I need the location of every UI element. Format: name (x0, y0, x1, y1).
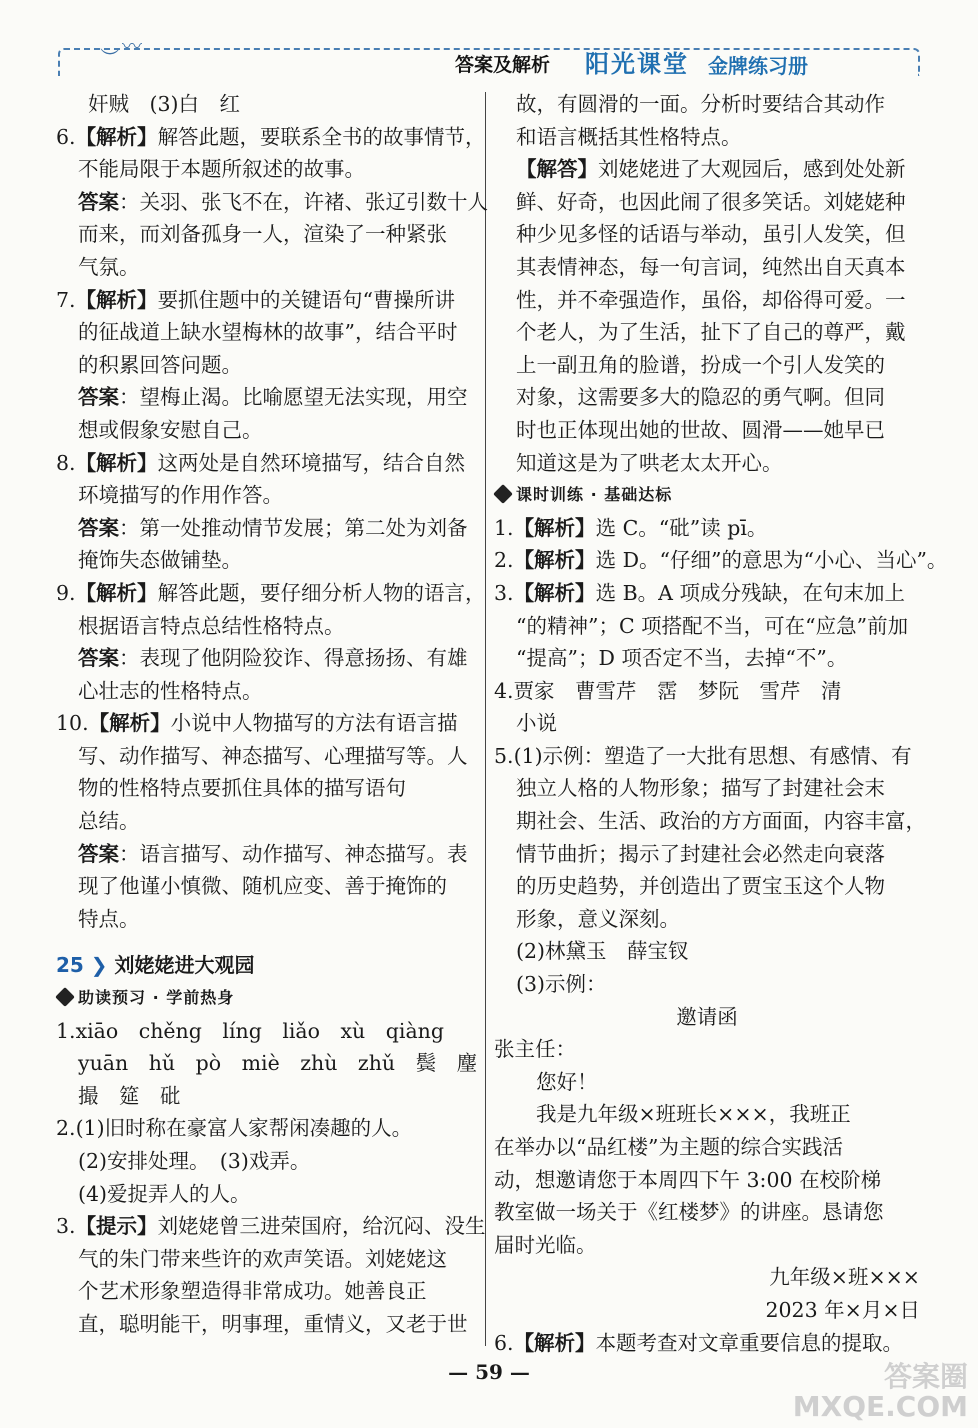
answer-line: 根据语言特点总结性格特点。 (78, 613, 345, 638)
answer-line: 10.【解析】小说中人物描写的方法有语言描 (56, 711, 458, 736)
answer-line: 形象，意义深刻。 (516, 906, 680, 931)
section-subheading: 课时训练 · 基础达标 (494, 479, 920, 512)
answer-line: (2)安排处理。 (3)戏弄。 (78, 1149, 311, 1173)
answer-line: 直，聪明能干，明事理，重情义，又老于世 (78, 1311, 468, 1336)
letter-signature: 九年级×班××× (769, 1265, 920, 1290)
bird-icon: ︶ (100, 46, 120, 70)
answer-line: 期社会、生活、政治的方方面面，内容丰富， (516, 809, 926, 834)
section-subheading: 助读预习 · 学前热身 (56, 982, 476, 1015)
answer-line: 答案：望梅止渴。比喻愿望无法实现，用空 (78, 385, 468, 410)
letter-body-line: 我是九年级×班班长×××，我班正 (536, 1102, 851, 1127)
answer-line: 特点。 (78, 906, 140, 931)
answer-line: 知道这是为了哄老太太开心。 (516, 450, 783, 475)
answer-line: 答案：表现了他阴险狡诈、得意扬扬、有雄 (78, 646, 468, 671)
answer-line: 6.【解析】解答此题，要联系全书的故事情节， (56, 124, 486, 149)
letter-date: 2023 年×月×日 (765, 1297, 920, 1322)
answer-line: 气的朱门带来些许的欢声笑语。刘姥姥这 (78, 1246, 447, 1271)
answer-line: (3)示例： (516, 972, 607, 997)
answer-line: 现了他谨小慎微、随机应变、善于掩饰的 (78, 874, 447, 899)
answer-line: 的征战道上缺水望梅林的故事”，结合平时 (78, 320, 458, 345)
answer-line: 故，有圆滑的一面。分析时要结合其动作 (516, 92, 885, 116)
answer-line: 6.【解析】本题考查对文章重要信息的提取。 (494, 1330, 904, 1355)
letter-body-line: 在举办以“品红楼”为主题的综合实践活 (494, 1135, 843, 1159)
lesson-heading: 25 ❯ 刘姥姥进大观园 (56, 953, 255, 978)
answer-line: “提高”；D 项否定不当，去掉“不”。 (516, 646, 848, 671)
answer-line: 气氛。 (78, 254, 140, 279)
answer-line: 小说 (516, 711, 557, 736)
page-number: — 59 — (448, 1360, 530, 1384)
answer-line: 心壮志的性格特点。 (78, 678, 263, 703)
answer-line: 1.【解析】选 C。“砒”读 pī。 (494, 515, 768, 540)
letter-hello: 您好！ (536, 1069, 598, 1094)
letter-title: 邀请函 (676, 1004, 738, 1029)
answer-line: 个艺术形象塑造得非常成功。她善良正 (78, 1279, 427, 1304)
answer-line: 的历史趋势，并创造出了贾宝玉这个人物 (516, 874, 885, 899)
answer-line: 8.【解析】这两处是自然环境描写，结合自然 (56, 450, 466, 475)
answer-line: 环境描写的作用作答。 (78, 483, 283, 508)
letter-body-line: 动，想邀请您于本周四下午 3:00 在校阶梯 (494, 1167, 882, 1192)
letter-body-line: 届时光临。 (494, 1232, 597, 1257)
answer-line: 4.贾家 曹雪芹 霑 梦阮 雪芹 清 (494, 678, 842, 703)
answer-line: 5.(1)示例：塑造了一大批有思想、有感情、有 (494, 743, 912, 768)
letter-greeting: 张主任： (494, 1037, 576, 1062)
letter-body-line: 教室做一场关于《红楼梦》的讲座。恳请您 (494, 1200, 884, 1225)
answer-line: 想或假象安慰自己。 (78, 417, 263, 442)
header-title: 答案及解析 (455, 54, 551, 76)
answer-line: 3.【解析】选 B。A 项成分残缺，在句末加上 (494, 580, 905, 605)
answer-line: (4)爱捉弄人的人。 (78, 1181, 251, 1206)
answer-line: 的积累回答问题。 (78, 352, 242, 377)
answer-line: 【解答】刘姥姥进了大观园后，感到处处新 (516, 157, 906, 182)
answer-line: 2.(1)旧时称在豪富人家帮闲凑趣的人。 (56, 1116, 413, 1141)
watermark: 答案圈 MXQE.COM (792, 1360, 968, 1423)
answer-line: 总结。 (78, 809, 140, 834)
answer-line: “的精神”；C 项搭配不当，可在“应急”前加 (516, 613, 909, 638)
answer-line: 情节曲折；揭示了封建社会必然走向衰落 (516, 841, 885, 866)
answer-line: 写、动作描写、神态描写、心理描写等。人 (78, 743, 468, 768)
answer-line: 3.【提示】刘姥姥曾三进荣国府，给沉闷、没生 (56, 1214, 486, 1239)
column-divider (485, 92, 486, 1346)
answer-line: 1.xiāo chěng líng liǎo xù qiàng (56, 1018, 444, 1043)
answer-line: 性，并不牵强造作，虽俗，却俗得可爱。一 (516, 287, 906, 312)
answer-line: 7.【解析】要抓住题中的关键语句“曹操所讲 (56, 287, 456, 312)
page-header (0, 0, 978, 100)
left-column (56, 88, 488, 1341)
answer-line: 种少见多怪的话语与举动，虽引人发笑，但 (516, 222, 906, 247)
answer-line: 其表情神态，每一句言词，纯然出自天真本 (516, 254, 906, 279)
right-column (494, 88, 948, 1359)
answer-line: 答案：语言描写、动作描写、神态描写。表 (78, 841, 468, 866)
answer-line: 独立人格的人物形象；描写了封建社会末 (516, 776, 885, 801)
answer-line: 2.【解析】选 D。“仔细”的意思为“小心、当心”。 (494, 548, 948, 573)
answer-line: 鲜、好奇，也因此闹了很多笑话。刘姥姥种 (516, 189, 906, 214)
answer-line: 和语言概括其性格特点。 (516, 124, 742, 149)
answer-line: 奸贼 (3)白 红 (88, 92, 241, 116)
answer-line: (2)林黛玉 薛宝钗 (516, 939, 689, 964)
answer-line: 对象，这需要多大的隐忍的勇气啊。但同 (516, 385, 885, 410)
answer-line: 个老人，为了生活，扯下了自己的尊严，戴 (516, 320, 906, 345)
bird-icon: 〰 (122, 34, 142, 58)
answer-line: 答案：关羽、张飞不在，许褚、张辽引数十人 (78, 189, 488, 214)
answer-line: 上一副丑角的脸谱，扮成一个引人发笑的 (516, 352, 885, 377)
answer-line: 掩饰失态做铺垫。 (78, 548, 242, 573)
answer-line: 9.【解析】解答此题，要仔细分析人物的语言， (56, 580, 486, 605)
header-brand: 阳光课堂 (585, 49, 689, 78)
answer-line: 不能局限于本题所叙述的故事。 (78, 157, 365, 182)
header-subtitle: 金牌练习册 (708, 54, 808, 78)
answer-line: yuān hǔ pò miè zhù zhǔ 鬓 麈 (78, 1051, 478, 1076)
answer-line: 物的性格特点要抓住具体的描写语句 (78, 776, 406, 801)
answer-line: 答案：第一处推动情节发展；第二处为刘备 (78, 515, 468, 540)
answer-line: 时也正体现出她的世故、圆滑——她早已 (516, 417, 885, 442)
answer-line: 而来，而刘备孤身一人，渲染了一种紧张 (78, 222, 447, 247)
answer-line: 撮 筵 砒 (78, 1083, 181, 1108)
